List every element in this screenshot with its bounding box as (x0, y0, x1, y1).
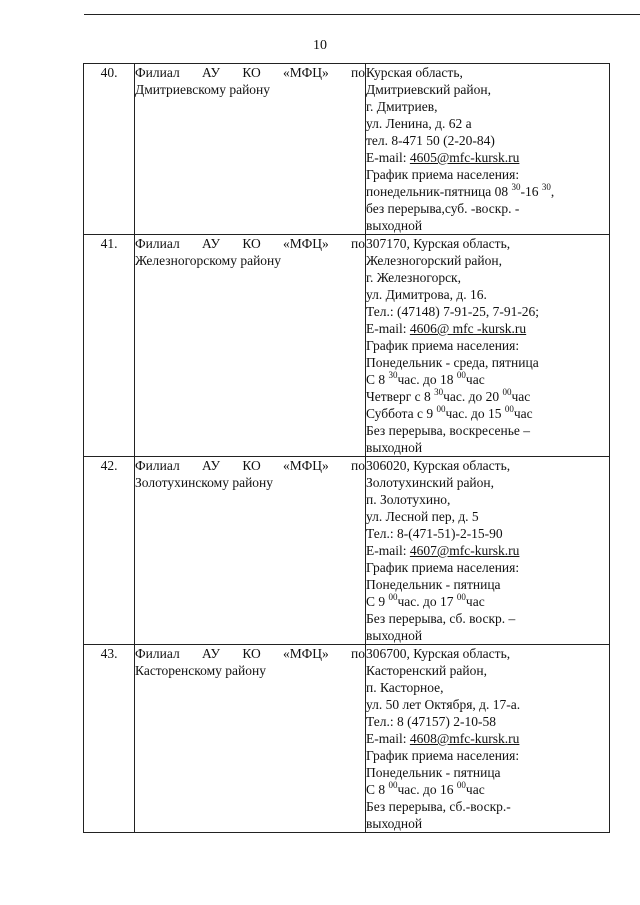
branch-word: «МФЦ» (283, 458, 329, 473)
time-minutes: 00 (388, 592, 398, 602)
table-row (84, 64, 610, 235)
info-text-line: г. Железногорск, (366, 270, 461, 285)
schedule-text: час. до 17 (397, 594, 457, 609)
info-text-line: График приема населения: (366, 748, 520, 763)
info-text-line: выходной (366, 440, 423, 455)
time-minutes: 00 (456, 592, 466, 602)
email-link[interactable]: 4608@mfc-kursk.ru (409, 731, 520, 746)
schedule-text: час. до 15 (445, 406, 505, 421)
schedule-text: Четверг с 8 (366, 389, 435, 404)
branch-name-line (135, 235, 365, 252)
branch-name-line (135, 645, 365, 662)
time-minutes: 00 (436, 404, 446, 414)
branch-word: КО (242, 236, 261, 251)
schedule-text: , (550, 184, 555, 199)
info-text-line: 306020, Курская область, (366, 458, 511, 473)
branch-word: АУ (201, 65, 221, 80)
email-line (366, 730, 609, 747)
email-line (366, 542, 609, 559)
branch-word: Филиал (135, 65, 180, 80)
row-number: 42. (84, 457, 135, 645)
info-text-line: Без перерыва, сб.-воскр.- (366, 799, 511, 814)
email-line (366, 320, 609, 337)
schedule-line (366, 781, 609, 798)
branch-district: Касторенскому району (135, 663, 266, 678)
branch-district: Золотухинскому району (135, 475, 274, 490)
page-number: 10 (313, 38, 327, 53)
branch-word: АУ (201, 458, 221, 473)
info-text-line: п. Касторное, (366, 680, 444, 695)
info-text-line: выходной (366, 218, 423, 233)
top-rule (84, 14, 640, 15)
info-text-line: Тел.: 8 (47157) 2-10-58 (366, 714, 496, 729)
schedule-text: час (465, 372, 485, 387)
email-label: E-mail: (366, 543, 410, 558)
info-text-line: Понедельник - пятница (366, 765, 501, 780)
info-text-line: 306700, Курская область, (366, 646, 511, 661)
schedule-text: понедельник-пятница 08 (366, 184, 512, 199)
time-minutes: 30 (511, 182, 521, 192)
info-text-line: ул. Лесной пер, д. 5 (366, 509, 479, 524)
schedule-text: час. до 18 (397, 372, 457, 387)
info-text-line: Курская область, (366, 65, 463, 80)
branch-word: КО (242, 458, 261, 473)
branch-word: Филиал (135, 236, 180, 251)
branch-name-line (135, 64, 365, 81)
schedule-line (366, 388, 609, 405)
info-text-line: тел. 8-471 50 (2-20-84) (366, 133, 495, 148)
row-number: 40. (84, 64, 135, 235)
branch-word: КО (242, 646, 261, 661)
schedule-text: Суббота с 9 (366, 406, 437, 421)
schedule-text: час. до 16 (397, 782, 457, 797)
info-text-line: Без перерыва, сб. воскр. – (366, 611, 516, 626)
branch-table-body (84, 64, 610, 833)
email-link[interactable]: 4605@mfc-kursk.ru (409, 150, 520, 165)
info-text-line: 307170, Курская область, (366, 236, 511, 251)
info-text-line: График приема населения: (366, 560, 520, 575)
schedule-text: С 9 (366, 594, 389, 609)
schedule-line (366, 183, 609, 200)
email-line (366, 149, 609, 166)
info-text-line: Золотухинский район, (366, 475, 495, 490)
info-text-line: Понедельник - пятница (366, 577, 501, 592)
info-text-line: ул. Димитрова, д. 16. (366, 287, 487, 302)
info-text-line: Дмитриевский район, (366, 82, 491, 97)
info-text-line: Понедельник - среда, пятница (366, 355, 539, 370)
time-minutes: 30 (434, 387, 444, 397)
info-text-line: Железногорский район, (366, 253, 502, 268)
schedule-line (366, 405, 609, 422)
email-label: E-mail: (366, 731, 410, 746)
branch-word: Филиал (135, 458, 180, 473)
branch-table (83, 63, 610, 833)
table-row (84, 457, 610, 645)
branch-word: по (351, 646, 365, 661)
branch-district: Железногорскому району (135, 253, 282, 268)
schedule-line (366, 593, 609, 610)
branch-name-cell (135, 64, 366, 235)
email-link[interactable]: 4607@mfc-kursk.ru (409, 543, 520, 558)
row-number: 43. (84, 645, 135, 833)
info-text-line: выходной (366, 628, 423, 643)
branch-name-cell (135, 645, 366, 833)
schedule-text: С 8 (366, 782, 389, 797)
email-link[interactable]: 4606@ mfc -kursk.ru (409, 321, 527, 336)
branch-district: Дмитриевскому району (135, 82, 271, 97)
email-label: E-mail: (366, 321, 410, 336)
time-minutes: 00 (504, 404, 514, 414)
info-text-line: г. Дмитриев, (366, 99, 438, 114)
time-minutes: 00 (388, 780, 398, 790)
info-text-line: ул. 50 лет Октября, д. 17-а. (366, 697, 521, 712)
schedule-text: С 8 (366, 372, 389, 387)
branch-name-cell (135, 457, 366, 645)
branch-word: по (351, 65, 365, 80)
table-row (84, 235, 610, 457)
info-text-line: Тел.: 8-(471-51)-2-15-90 (366, 526, 503, 541)
branch-word: по (351, 236, 365, 251)
row-number: 41. (84, 235, 135, 457)
branch-info-cell (366, 64, 610, 235)
branch-word: по (351, 458, 365, 473)
time-minutes: 00 (456, 370, 466, 380)
branch-word: «МФЦ» (283, 65, 329, 80)
branch-info-cell (366, 645, 610, 833)
branch-name-line (135, 457, 365, 474)
info-text-line: График приема населения: (366, 167, 520, 182)
branch-word: АУ (201, 236, 221, 251)
email-label: E-mail: (366, 150, 410, 165)
time-minutes: 30 (388, 370, 398, 380)
info-text-line: п. Золотухино, (366, 492, 451, 507)
info-text-line: График приема населения: (366, 338, 520, 353)
time-minutes: 30 (541, 182, 551, 192)
schedule-line (366, 371, 609, 388)
schedule-text: -16 (520, 184, 542, 199)
schedule-text: час (511, 389, 531, 404)
schedule-text: час (465, 782, 485, 797)
info-text-line: Касторенский район, (366, 663, 487, 678)
time-minutes: 00 (456, 780, 466, 790)
info-text-line: без перерыва,суб. -воскр. - (366, 201, 520, 216)
branch-word: АУ (201, 646, 221, 661)
schedule-text: час (465, 594, 485, 609)
branch-word: «МФЦ» (283, 236, 329, 251)
branch-info-cell (366, 457, 610, 645)
time-minutes: 00 (502, 387, 512, 397)
branch-word: КО (242, 65, 261, 80)
schedule-text: час. до 20 (443, 389, 503, 404)
info-text-line: выходной (366, 816, 423, 831)
branch-info-cell (366, 235, 610, 457)
branch-word: Филиал (135, 646, 180, 661)
branch-name-cell (135, 235, 366, 457)
schedule-text: час (513, 406, 533, 421)
info-text-line: Тел.: (47148) 7-91-25, 7-91-26; (366, 304, 540, 319)
info-text-line: ул. Ленина, д. 62 а (366, 116, 472, 131)
branch-word: «МФЦ» (283, 646, 329, 661)
table-row (84, 645, 610, 833)
info-text-line: Без перерыва, воскресенье – (366, 423, 530, 438)
